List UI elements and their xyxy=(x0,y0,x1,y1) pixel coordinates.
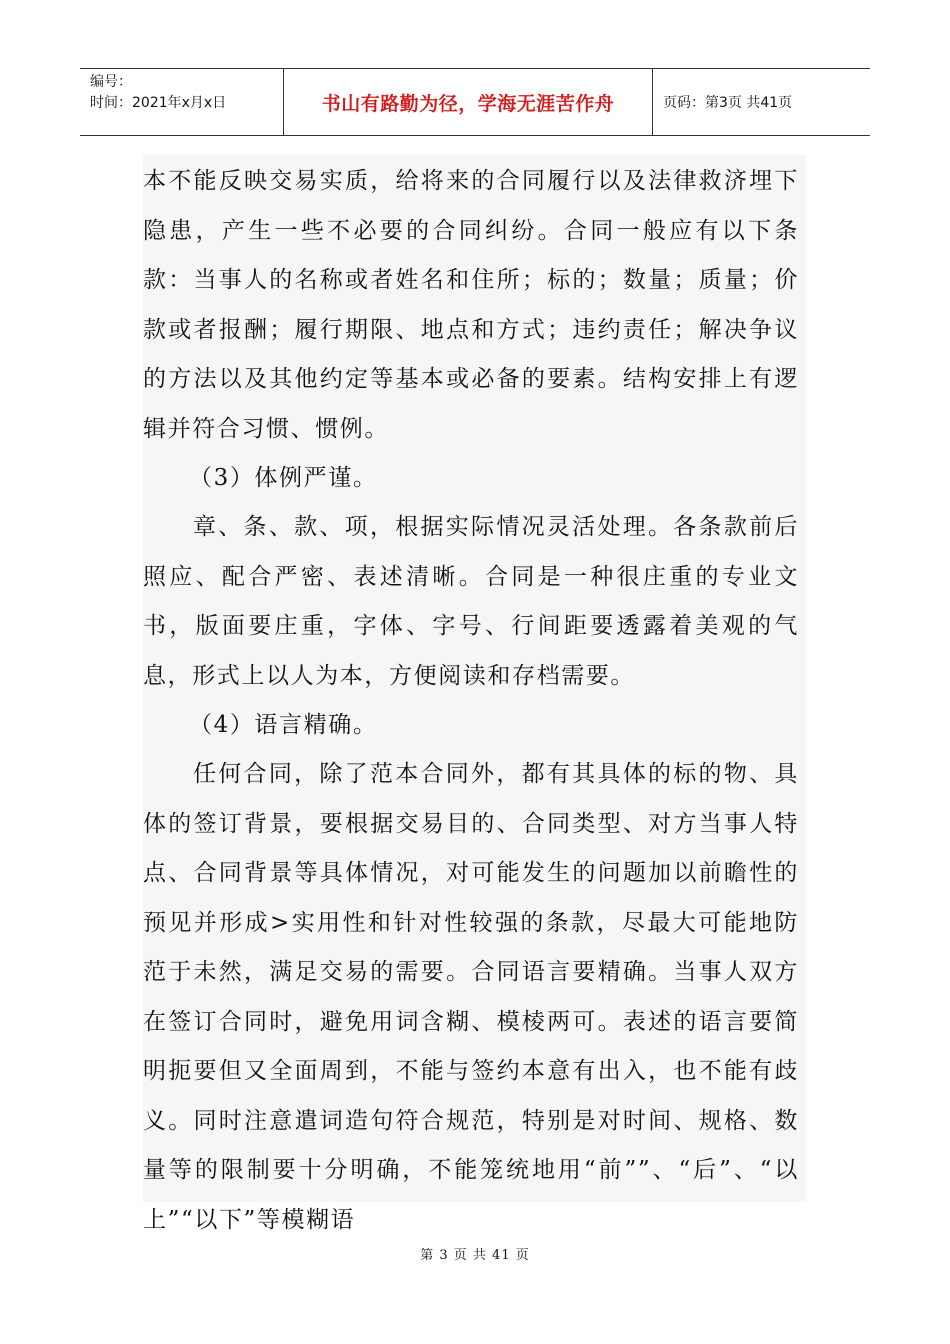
page-footer: 第 3 页 共 41 页 xyxy=(420,1248,530,1263)
document-date: 时间：2021年x月x日 xyxy=(90,95,227,111)
body-paragraph-3: 任何合同，除了范本合同外，都有其具体的标的物、具体的签订背景，要根据交易目的、合同类型、对方当事人特点、合同背景等具体情况，对可能发生的问题加以前瞻性的预见并形成>实用性和针对性较强的条款，尽最大可能地防范于未然，满足交易的需要。合同语言要精确。当事人双方在签订合同时，避免用词含糊、模棱两可。表述的语言要简明扼要但又全面周到，不能与签约本意有出入，也不能有歧义。同时注意遣词造句符合规范，特别是对时间、规格、数量等的限制要十分明确，不能笼统地用“前””、“后”、“以上”“以下”等模糊语 xyxy=(143,761,799,1233)
document-number-label: 编号： xyxy=(90,74,132,90)
header-page-info: 页码：第3页 共41页 xyxy=(663,95,793,111)
page-header xyxy=(80,68,870,136)
header-meta xyxy=(80,69,283,135)
section-heading-3: （3）体例严谨。 xyxy=(189,465,378,491)
body-paragraph-2: 章、条、款、项，根据实际情况灵活处理。各条款前后照应、配合严密、表述清晰。合同是一种很庄重的专业文书，版面要庄重，字体、字号、行间距要透露着美观的气息，形式上以人为本，方便阅读和存档需要。 xyxy=(143,514,799,689)
body-paragraph-1: 本不能反映交易实质，给将来的合同履行以及法律救济埋下隐患，产生一些不必要的合同纠纷。合同一般应有以下条款：当事人的名称或者姓名和住所；标的；数量；质量；价款或者报酬；履行期限、地点和方式；违约责任；解决争议的方法以及其他约定等基本或必备的要素。结构安排上有逻辑并符合习惯、惯例。 xyxy=(143,168,799,442)
header-motto: 书山有路勤为径，学海无涯苦作舟 xyxy=(283,69,653,135)
section-heading-4: （4）语言精确。 xyxy=(189,712,378,738)
